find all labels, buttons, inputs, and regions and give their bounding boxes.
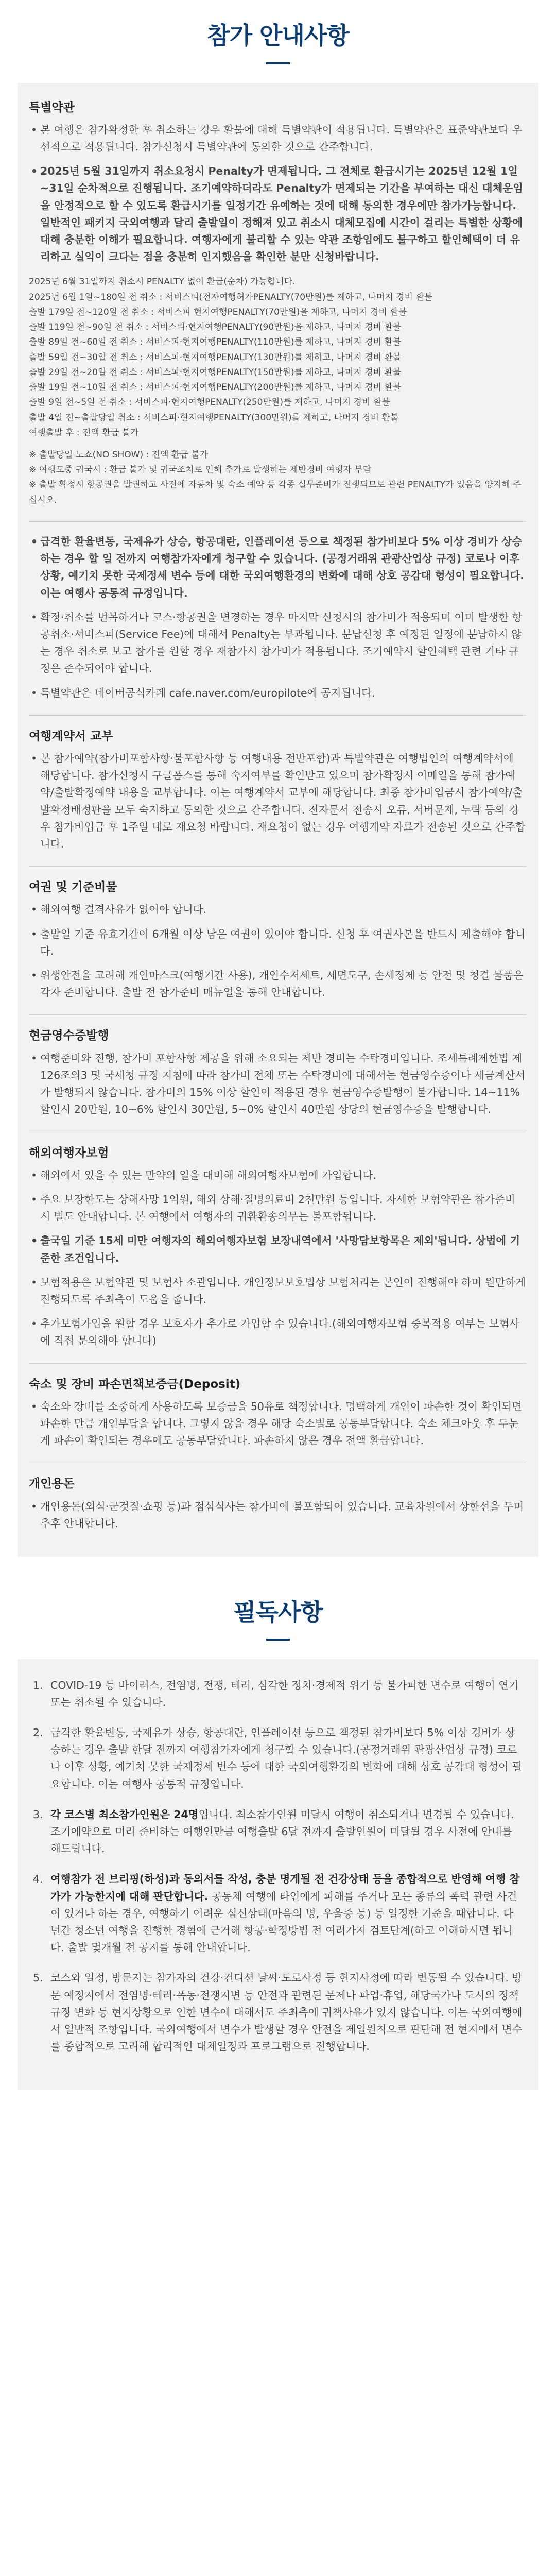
passport-item-1: • 해외여행 결격사유가 없어야 합니다. <box>29 901 526 918</box>
insurance-heading: 해외여행자보험 <box>29 1146 109 1160</box>
item-text: 급격한 환율변동, 국제유가 상승, 항공대란, 인플레이션 등으로 책정된 참가비보다 5% 이상 경비가 상승하는 경우 출발 한달 전까지 여행참가자에게 청구할 수 있습니다.(공정거래위 관광산업상 규정) 코로나 이후 상황, 예기치 못한 국제정세 변수 등에 대한 국외여행환경의 변화에 대해 상호 공감대 형성이 필요합니다. 이는 여행사 공통적 규정입니다. <box>50 1726 523 1790</box>
item-number: 1. <box>33 1679 43 1691</box>
item-number: 2. <box>33 1726 43 1739</box>
passport-heading: 여권 및 기준비물 <box>29 880 117 894</box>
must-read-item <box>33 1806 523 1858</box>
schedule-line: 2025년 6월 31일까지 취소시 PENALTY 없이 환급(순차) 가능합니다. <box>29 277 296 287</box>
schedule-line: 출발 9일 전~5일 전 취소 : 서비스피·현지여행PENALTY(250만원)를 제하고, 나머지 경비 환불 <box>29 397 390 408</box>
divider <box>29 866 526 867</box>
item-number: 5. <box>33 1972 43 1985</box>
special-item-2: • 2025년 5월 31일까지 취소요청시 Penalty가 면제됩니다. 그 전체로 환급시기는 2025년 12월 1일~31일 순차적으로 진행됩니다. 조기예약하더라도 Penalty가 면제되는 기간을 부여하는 대신 대체운임을 안정적으로 할 수 있도록 환급시기를 일정기간 유예하는 것에 대해 동의한 경우에만 참가가능합니다. 일반적인 패키지 국외여행과 달리 출발일이 정해져 있고 취소시 대체모집에 시간이 걸리는 특별한 상황에 대해 충분한 이해가 필요합니다. 여행자에게 불리할 수 있는 약관 조항임에도 불구하고 할인혜택이 더 유리하고 실익이 크다는 점을 충분히 인지했음을 확인한 분만 신청바랍니다. <box>29 163 526 265</box>
insurance-item-4: • 보험적용은 보험약관 및 보험사 소관입니다. 개인정보보호법상 보험처리는 본인이 진행해야 하며 원만하게 진행되도록 주최측이 도움을 줍니다. <box>29 1274 526 1308</box>
page-title: 참가 안내사항 <box>207 22 349 49</box>
refund-item-2: • 확정·취소를 번복하거나 코스·항공권을 변경하는 경우 마지막 신청시의 참가비가 적용되며 이미 발생한 항공취소·서비스피(Service Fee)에 대해서 Penalty는 부과됩니다. 분납신청 후 예정된 일정에 분납하지 않는 경우 취소로 보고 참가를 원할 경우 재참가시 참가비가 적용됩니다. 조기예약시 할인혜택 관련 기타 규정은 준수되어야 합니다. <box>29 609 526 677</box>
divider <box>29 1014 526 1015</box>
refund-item-1: • 급격한 환율변동, 국제유가 상승, 항공대란, 인플레이션 등으로 책정된 참가비보다 5% 이상 경비가 상승하는 경우 할 일 전까지 여행참가자에게 청구할 수 있습니다. (공정거래위 관광산업상 규정) 코로나 이후 상황, 예기치 못한 국제정세 변수 등에 대한 국외여행환경의 변화에 대해 상호 공감대 형성이 필요합니다. 이는 여행사 공통적 규정입니다. <box>29 533 526 602</box>
must-read-panel <box>18 1659 538 2090</box>
schedule-line: 출발 29일 전~20일 전 취소 : 서비스피·현지여행PENALTY(150만원)를 제하고, 나머지 경비 환불 <box>29 367 402 378</box>
schedule-note: ※ 출발 확정시 항공권을 발권하고 사전에 자동차 및 숙소 예약 등 각종 실무준비가 진행되므로 관련 PENALTY가 있음을 양지해 주십시오. <box>29 480 522 505</box>
item-number: 4. <box>33 1873 43 1886</box>
receipt-heading: 현금영수증발행 <box>29 1029 109 1043</box>
divider <box>29 1363 526 1364</box>
passport-item-2: • 출발일 기준 유효기간이 6개월 이상 남은 여권이 있어야 합니다. 신청 후 여권사본을 반드시 제출해야 합니다. <box>29 926 526 960</box>
schedule-line: 출발 59일 전~30일 전 취소 : 서비스피·현지여행PENALTY(130만원)를 제하고, 나머지 경비 환불 <box>29 352 402 363</box>
contract-heading: 여행계약서 교부 <box>29 729 113 743</box>
special-list <box>29 122 526 266</box>
title-underline <box>266 62 290 64</box>
schedule-line: 출발 89일 전~60일 전 취소 : 서비스피·현지여행PENALTY(110만원)를 제하고, 나머지 경비 환불 <box>29 337 402 348</box>
special-heading: 특별약관 <box>29 100 75 114</box>
must-read-item <box>33 1677 523 1711</box>
schedule-line: 여행출발 후 : 전액 환급 불가 <box>29 427 139 438</box>
insurance-item-5: • 추가보험가입을 원할 경우 보호자가 추가로 가입할 수 있습니다.(해외여행자보험 중복적용 여부는 보험사에 직접 문의해야 합니다) <box>29 1315 526 1349</box>
divider <box>29 715 526 716</box>
item-text: COVID-19 등 바이러스, 전염병, 전쟁, 테러, 심각한 정치·경제적 위기 등 불가피한 변수로 여행이 연기 또는 취소될 수 있습니다. <box>50 1679 519 1708</box>
insurance-item-3: • 출국일 기준 15세 미만 여행자의 해외여행자보험 보장내역에서 '사망담보항목은 제외'됩니다. 상법에 기준한 조건입니다. <box>29 1232 526 1266</box>
special-item-1: • 본 여행은 참가확정한 후 취소하는 경우 환불에 대해 특별약관이 적용됩니다. 특별약관은 표준약관보다 우선적으로 적용됩니다. 참가신청시 특별약관에 동의한 것으로 간주합니다. <box>29 122 526 156</box>
title-underline <box>266 1639 290 1641</box>
item-number: 3. <box>33 1808 43 1821</box>
refund-list <box>29 533 526 702</box>
schedule-line: 2025년 6월 1일~180일 전 취소 : 서비스피(전자여행허가PENALTY(70만원)를 제하고, 나머지 경비 환불 <box>29 292 433 302</box>
insurance-item-1: • 해외에서 있을 수 있는 만약의 일을 대비해 해외여행자보험에 가입합니다. <box>29 1167 526 1184</box>
deposit-list <box>29 1398 526 1450</box>
insurance-list <box>29 1167 526 1350</box>
schedule-line: 출발 179일 전~120일 전 취소 : 서비스피 현지여행PENALTY(70만원)을 제하고, 나머지 경비 환불 <box>29 307 407 317</box>
schedule-note: ※ 출발당일 노쇼(NO SHOW) : 전액 환급 불가 <box>29 449 208 460</box>
must-read-item <box>33 1724 523 1793</box>
must-read-item <box>33 1871 523 1956</box>
item-text: 공동체 여행에 타인에게 피해를 주거나 모든 종류의 폭력 관련 사건이 있거나 하는 경우, 여행하기 어려운 심신상태(마음의 병, 우울증 등) 등 일정한 기준을 때합니다. 다년간 청소년 여행을 진행한 경험에 근거해 항공·학정방법 전 여러가지 검토단계(하고 이해하시면 됩니다. 출발 몇개월 전 공지를 통해 안내합니다. <box>50 1890 517 1954</box>
notice-panel <box>18 83 538 1557</box>
schedule-line: 출발 4일 전~출발당일 취소 : 서비스피·현지여행PENALTY(300만원)를 제하고, 나머지 경비 환불 <box>29 412 399 423</box>
personal-list <box>29 1498 526 1532</box>
must-read-title: 필독사항 <box>233 1598 323 1626</box>
personal-item-1: • 개인용돈(외식·군것질·쇼핑 등)과 점심식사는 참가비에 불포함되어 있습니다. 교육차원에서 상한선을 두며 추후 안내합니다. <box>29 1498 526 1532</box>
schedule-line: 출발 19일 전~10일 전 취소 : 서비스피·현지여행PENALTY(200만원)를 제하고, 나머지 경비 환불 <box>29 382 402 393</box>
schedule-note: ※ 여행도중 귀국시 : 환급 불가 및 귀국조치로 인해 추가로 발생하는 제반경비 여행자 부담 <box>29 465 371 476</box>
must-read-item <box>33 1970 523 2055</box>
deposit-item-1: • 숙소와 장비를 소중하게 사용하도록 보증금을 50유로 책정합니다. 명백하게 개인이 파손한 것이 확인되면 파손한 만큼 개인부담을 합니다. 그렇지 않을 경우 해당 숙소별로 공동부담합니다. 숙소 체크아웃 후 두눈게 파손이 확인되는 경우에도 공동부담합니다. 파손하지 않은 경우 전액 환급합니다. <box>29 1398 526 1450</box>
item-text: 입니다. 최소참가인원 미달시 여행이 취소되거나 변경될 수 있습니다. 조기예약으로 미리 준비하는 여행인만큼 여행출발 6달 전까지 출발인원이 미달될 경우 사전에 안내를 해드립니다. <box>50 1808 514 1855</box>
deposit-heading: 숙소 및 장비 파손면책보증금(Deposit) <box>29 1377 241 1391</box>
item-text: 코스와 일정, 방문지는 참가자의 건강·컨디션 날씨·도로사정 등 현지사정에 따라 변동될 수 있습니다. 방문 예정지에서 전염병·테러·폭동·전쟁지변 등 안전과 관련된 문제나 파업·휴업, 해당국가나 도시의 정책규정 변화 등 현지상황으로 인한 변수에 대해서도 주최측에 귀책사유가 있지 않습니다. 이는 국외여행에서 일반적 조항입니다. 국외여행에서 변수가 발생할 경우 안전을 제일원칙으로 판단해 전 현지에서 변수를 종합적으로 고려해 합리적인 대체일정과 프로그램으로 진행합니다. <box>50 1972 523 2053</box>
passport-list <box>29 901 526 1001</box>
personal-heading: 개인용돈 <box>29 1477 75 1491</box>
contract-list <box>29 750 526 853</box>
refund-item-3: • 특별약관은 네이버공식카페 cafe.naver.com/europilote에 공지됩니다. <box>29 685 526 702</box>
schedule-line: 출발 119일 전~90일 전 취소 : 서비스피·현지여행PENALTY(90만원)을 제하고, 나머지 경비 환불 <box>29 322 402 333</box>
passport-item-3: • 위생안전을 고려해 개인마스크(여행기간 사용), 개인수저세트, 세면도구, 손세정제 등 안전 및 청결 물품은 각자 준비합니다. 출발 전 참가준비 매뉴얼을 통해 안내합니다. <box>29 967 526 1001</box>
item-bold-text: 각 코스별 최소참가인원은 24명 <box>50 1808 199 1821</box>
cancellation-schedule <box>29 275 526 508</box>
insurance-item-2: • 주요 보장한도는 상해사망 1억원, 해외 상해·질병의료비 2천만원 등입니다. 자세한 보험약관은 참가준비 시 별도 안내합니다. 본 여행에서 여행자의 귀환환송의무는 불포함됩니다. <box>29 1191 526 1225</box>
must-read-list <box>33 1677 523 2056</box>
divider <box>29 521 526 522</box>
item-bold-text: 여행참가 전 브리핑(하성)과 동의서를 작성, 충분 명게될 전 건강상태 등을 종합적으로 반영해 여행 참가가 가능한지에 대해 판단합니다. <box>50 1873 520 1903</box>
contract-item-1: • 본 참가예약(참가비포함사항·불포함사항 등 여행내용 전반포함)과 특별약관은 여행법인의 여행계약서에 해당합니다. 참가신청시 구글폼스를 통해 숙지여부를 확인받고 있으며 참가확정시 이메일을 통해 참가예약/출발확정예약 내용을 교부합니다. 이는 여행계약서 교부에 해당합니다. 최종 참가비입금시 참가예약/출발확정배정판을 모두 숙지하고 동의한 것으로 간주합니다. 전자문서 전송시 오류, 서버문제, 누락 등의 경우 참가비입금 후 1주일 내로 재요청 바랍니다. 재요청이 없는 경우 여행계약 자료가 전송된 것으로 간주합니다. <box>29 750 526 853</box>
receipt-list <box>29 1050 526 1118</box>
receipt-item-1: • 여행준비와 진행, 참가비 포함사항 제공을 위해 소요되는 제반 경비는 수탁경비입니다. 조세특례제한법 제126조의3 및 국세청 규정 지침에 따라 참가비 전체 또는 수탁경비에 대해서는 현금영수증이나 세금계산서가 발행되지 않습니다. 참가비의 15% 이상 할인이 적용된 경우 현금영수증발행이 불가합니다. 14~11% 할인시 20만원, 10~6% 할인시 30만원, 5~0% 할인시 40만원 상당의 현금영수증을 발행합니다. <box>29 1050 526 1118</box>
